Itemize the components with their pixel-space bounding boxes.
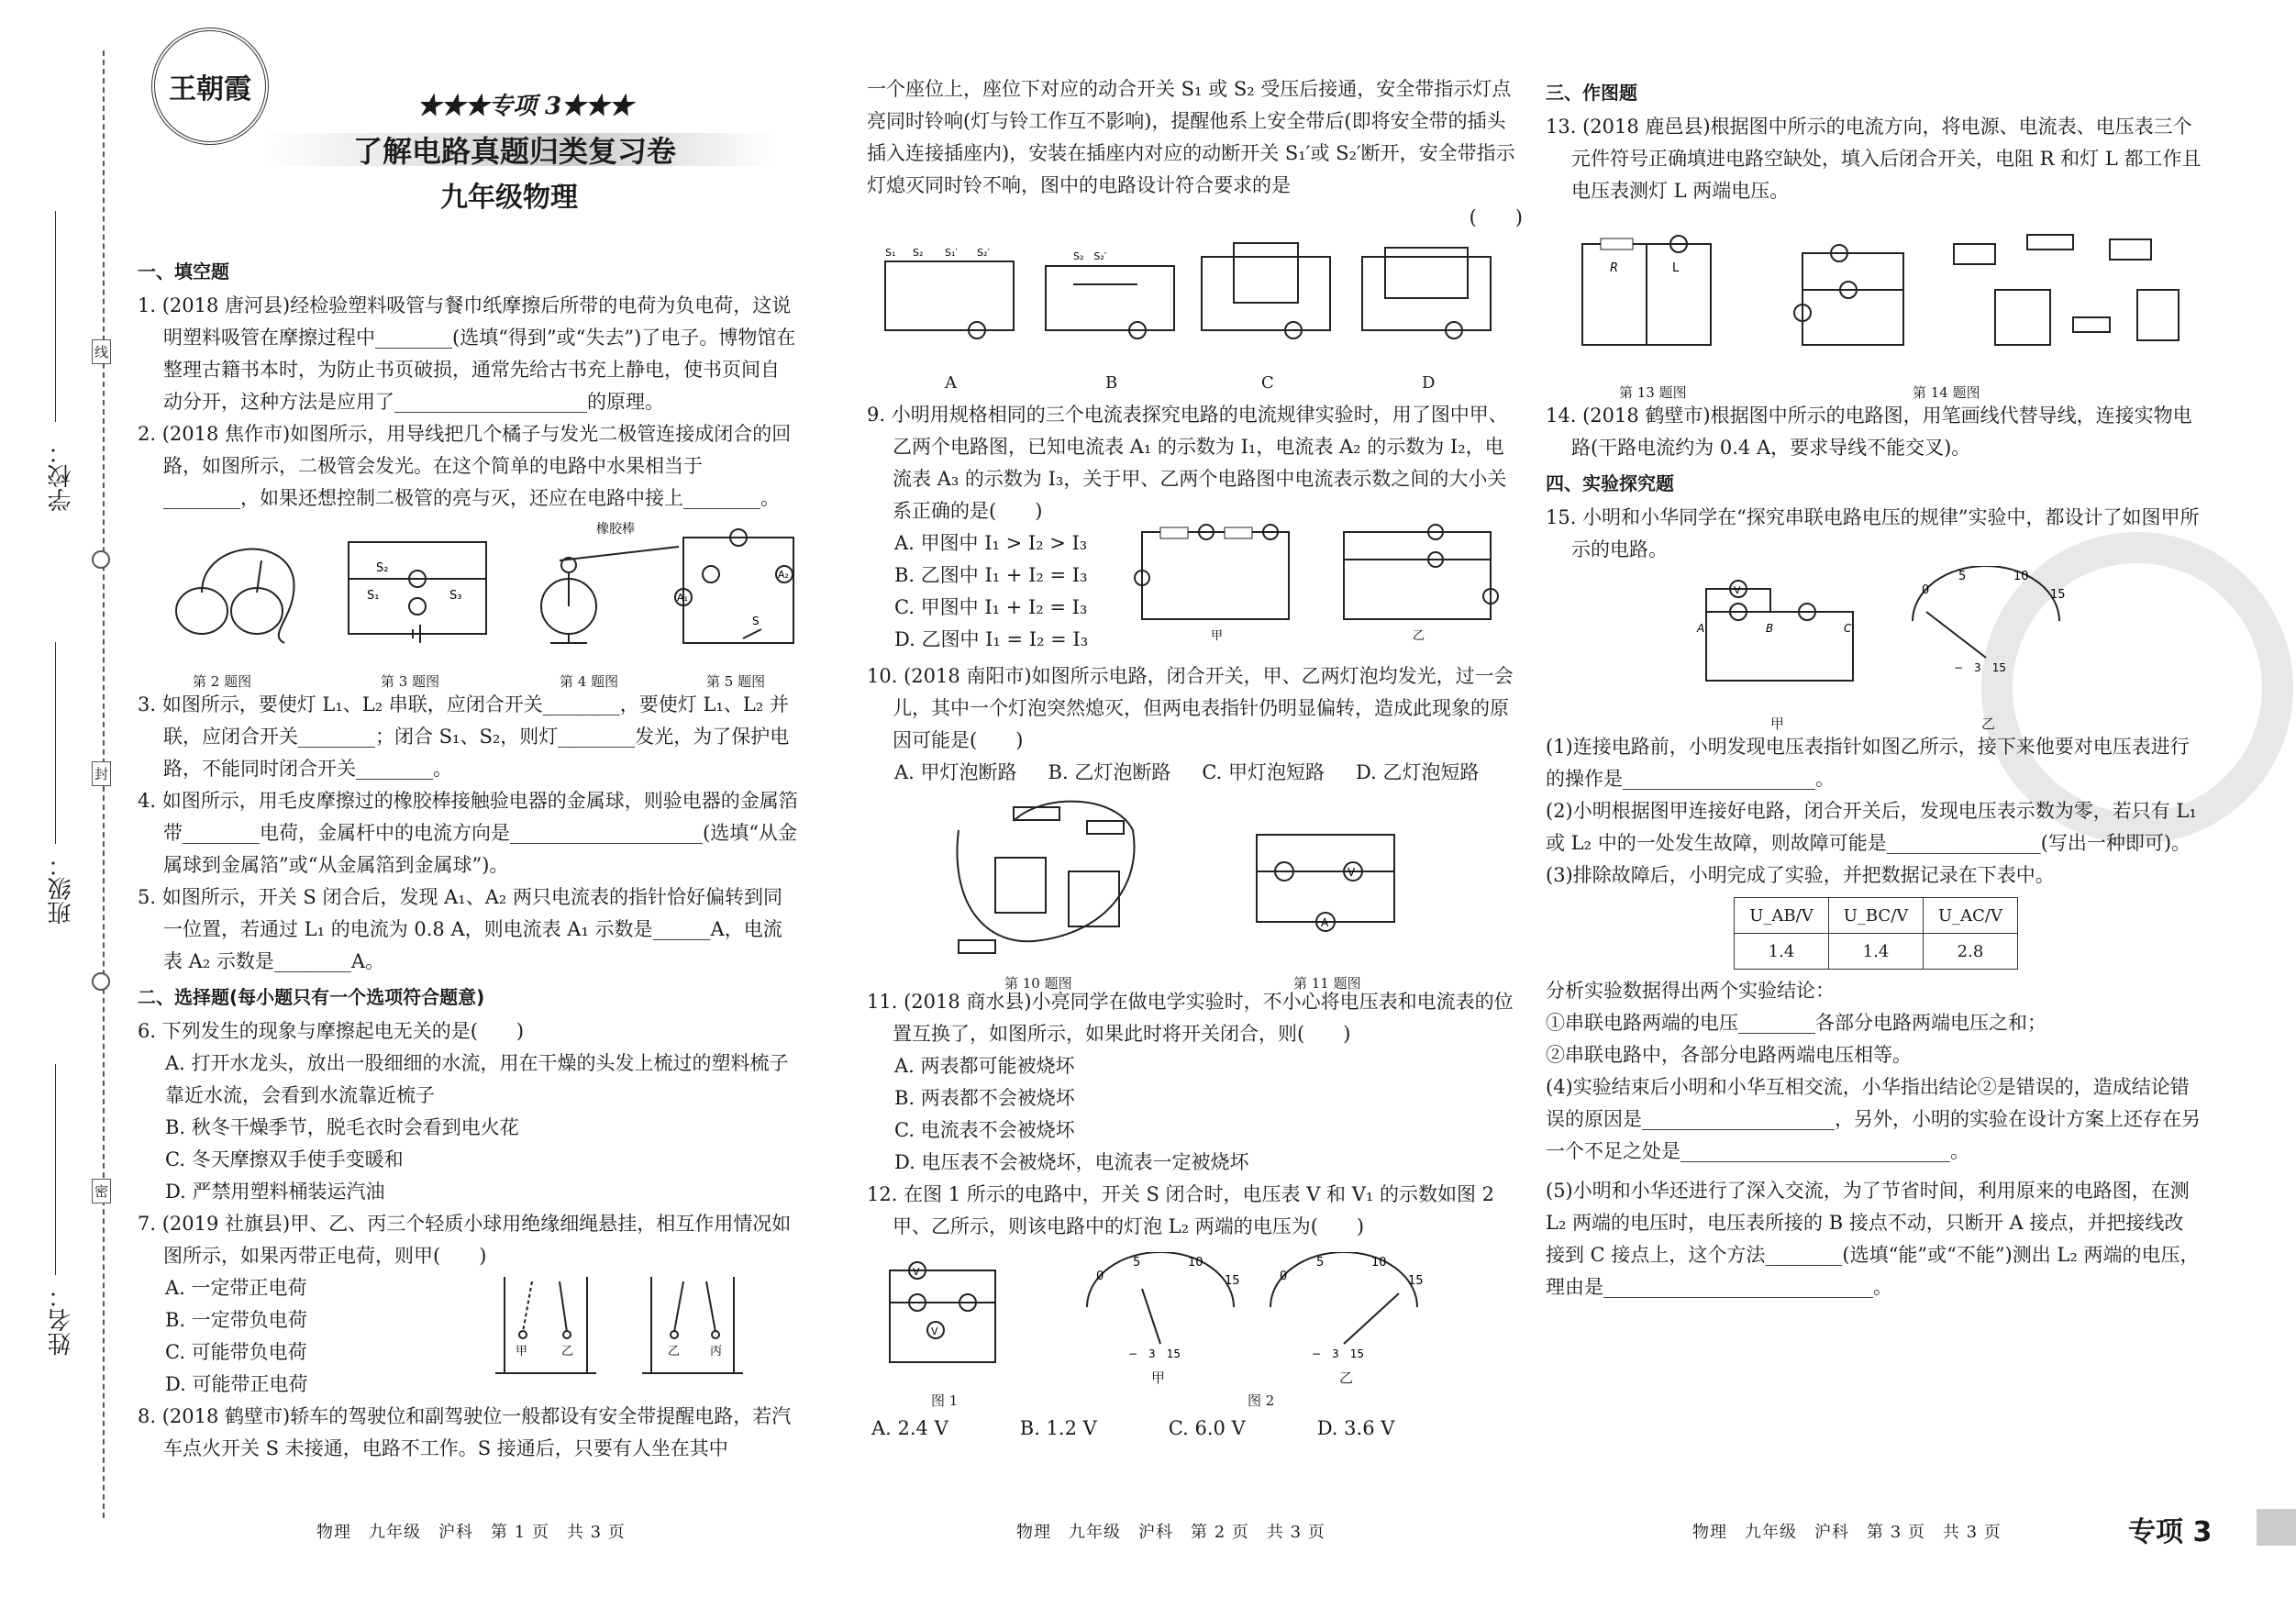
q6-option-b: B. 秋冬干燥季节，脱毛衣时会看到电火花 bbox=[165, 1116, 519, 1138]
footer-page-2: 物理 九年级 沪科 第 2 页 共 3 页 bbox=[1016, 1523, 1325, 1542]
q11-option-c: C. 电流表不会被烧坏 bbox=[894, 1119, 1075, 1141]
svg-text:V: V bbox=[913, 1266, 920, 1278]
svg-text:A: A bbox=[1321, 916, 1329, 929]
q7-option-c: C. 可能带负电荷 bbox=[165, 1341, 307, 1363]
q6-option-a: A. 打开水龙头，放出一股细细的水流，用在干燥的头发上梳过的塑料梳子靠近水流，会看到水流靠近梳子 bbox=[165, 1052, 789, 1106]
svg-text:S₁: S₁ bbox=[885, 247, 896, 259]
section-fill-blank: 一、填空题 bbox=[138, 261, 229, 283]
corner-special-label: 专项 3 bbox=[2128, 1516, 2213, 1548]
fig10-caption: 第 10 题图 bbox=[1004, 975, 1072, 992]
question-6: 6. 下列发生的现象与摩擦起电无关的是( ) bbox=[138, 1020, 525, 1042]
fig14-caption: 第 14 题图 bbox=[1913, 384, 1980, 401]
q8-answer-bracket: ( ) bbox=[1469, 206, 1523, 228]
question-2: 2. (2018 焦作市)如图所示，用导线把几个橘子与发光二极管连接成闭合的回路，如图所示，二极管会发光。在这个简单的电路中水果相当于________，如果还想控制二极管的亮与灭，还应在电路中接上________。 bbox=[138, 423, 792, 509]
svg-text:S₂: S₂ bbox=[913, 247, 924, 259]
q10-option-a: A. 甲灯泡断路 bbox=[894, 761, 1017, 783]
fig-12-meter-jia bbox=[1078, 1252, 1243, 1362]
question-12: 12. 在图 1 所示的电路中，开关 S 闭合时，电压表 V 和 V₁ 的示数如图 2 甲、乙所示，则该电路中的灯泡 L₂ 两端的电压为( ) bbox=[867, 1183, 1495, 1237]
fig-7-hanging-balls bbox=[486, 1263, 752, 1392]
fig12-caption-2: 图 2 bbox=[1248, 1392, 1275, 1409]
q10-option-d: D. 乙灯泡短路 bbox=[1356, 761, 1480, 783]
corner-bar bbox=[2257, 1509, 2296, 1546]
svg-text:− 3 15: − 3 15 bbox=[1312, 1347, 1364, 1360]
section-drawing: 三、作图题 bbox=[1546, 82, 1637, 104]
fig12-caption-1: 图 1 bbox=[931, 1392, 959, 1409]
svg-text:10: 10 bbox=[1371, 1256, 1387, 1270]
svg-text:5: 5 bbox=[1316, 1256, 1325, 1270]
q9-block bbox=[867, 527, 1523, 660]
fig-8b-circuit bbox=[1037, 243, 1183, 344]
table-cell: 1.4 bbox=[1735, 934, 1829, 970]
fig-8a-circuit bbox=[876, 243, 1023, 344]
q15-part-5: (5)小明和小华还进行了深入交流，为了节省时间，利用原来的电路图，在测 L₂ 两端的电压时，电压表所接的 B 接点不动，只断开 A 接点，并把接线改接到 C 接点上，这个方法________(选填“能”或“不能”)测出 L₂ 两端的电压，理由是____________________________。 bbox=[1546, 1180, 2200, 1298]
q8-label-a: A bbox=[945, 373, 957, 393]
svg-text:A: A bbox=[1697, 622, 1705, 635]
fig-8c-circuit bbox=[1192, 229, 1339, 349]
fig-5-circuit bbox=[670, 524, 807, 661]
table-header: U_AB/V bbox=[1735, 898, 1829, 934]
q12-figures bbox=[867, 1243, 1523, 1413]
q7-block bbox=[138, 1272, 798, 1401]
svg-text:V: V bbox=[1734, 584, 1741, 596]
column-3 bbox=[1546, 73, 2202, 1303]
fig11-caption: 第 11 题图 bbox=[1293, 975, 1361, 992]
name-line bbox=[55, 1064, 56, 1275]
q12-option-b: B. 1.2 V bbox=[1019, 1417, 1097, 1439]
svg-text:10: 10 bbox=[2013, 570, 2029, 583]
seal-word-line: 线 bbox=[92, 339, 111, 364]
binding-dot-icon bbox=[92, 972, 110, 991]
svg-text:0: 0 bbox=[1922, 583, 1930, 597]
fig-14-real-parts bbox=[1945, 216, 2192, 363]
school-line bbox=[55, 211, 56, 422]
section-choice: 二、选择题(每小题只有一个选项符合题意) bbox=[138, 986, 485, 1008]
q6-option-c: C. 冬天摩擦双手使手变暖和 bbox=[165, 1148, 404, 1170]
svg-text:S₁: S₁ bbox=[367, 589, 380, 603]
fig-4-electroscope bbox=[523, 515, 688, 652]
paper-title: 了解电路真题归类复习卷 bbox=[353, 134, 677, 169]
fig4-rod-label: 橡胶棒 bbox=[596, 522, 635, 537]
binding-dot-icon bbox=[92, 550, 110, 569]
q11-option-b: B. 两表都不会被烧坏 bbox=[894, 1087, 1075, 1109]
q15-part-4: (4)实验结束后小明和小华互相交流，小华指出结论②是错误的，造成结论错误的原因是____________________，另外，小明的实验在设计方案上还存在另一个不足之处是____________________________。 bbox=[1546, 1076, 2201, 1162]
svg-text:0: 0 bbox=[1096, 1270, 1104, 1283]
svg-text:B: B bbox=[1766, 622, 1774, 635]
question-15: 15. 小明和小华同学在“探究串联电路电压的规律”实验中，都设计了如图甲所示的电路。 bbox=[1546, 506, 2200, 560]
question-13: 13. (2018 鹿邑县)根据图中所示的电流方向，将电源、电流表、电压表三个元件符号正确填进电路空缺处，填入后闭合开关，电阻 R 和灯 L 都工作且电压表测灯 L 两端电压。 bbox=[1546, 116, 2202, 202]
figures-10-11 bbox=[867, 789, 1523, 992]
footer-page-3: 物理 九年级 沪科 第 3 页 共 3 页 bbox=[1692, 1523, 2002, 1542]
seal-word-seal: 封 bbox=[92, 761, 111, 786]
fig-12-meter-yi bbox=[1261, 1252, 1426, 1362]
footer-page-1: 物理 九年级 沪科 第 1 页 共 3 页 bbox=[316, 1523, 626, 1542]
svg-text:V: V bbox=[1348, 866, 1356, 879]
question-10: 10. (2018 南阳市)如图所示电路，闭合开关，甲、乙两灯泡均发光，过一会儿，其中一个灯泡突然熄灭，但两电表指针仍明显偏转，造成此现象的原因可能是( ) bbox=[867, 665, 1514, 751]
q12-option-c: C. 6.0 V bbox=[1168, 1417, 1246, 1439]
q15-part-3: (3)排除故障后，小明完成了实验，并把数据记录在下表中。 bbox=[1546, 864, 2055, 886]
q7-option-b: B. 一定带负电荷 bbox=[165, 1309, 307, 1331]
fig5-caption: 第 5 题图 bbox=[706, 673, 766, 690]
svg-text:S: S bbox=[752, 615, 760, 627]
svg-text:0: 0 bbox=[1280, 1270, 1288, 1283]
ball-label: 甲 bbox=[516, 1345, 528, 1359]
svg-text:5: 5 bbox=[1133, 1256, 1141, 1270]
q9-option-c: C. 甲图中 I₁ + I₂ = I₃ bbox=[894, 596, 1088, 618]
svg-text:A₁: A₁ bbox=[677, 592, 688, 604]
figures-13-14 bbox=[1546, 207, 2202, 400]
fig15-label-jia: 甲 bbox=[1770, 715, 1785, 732]
q10-option-b: B. 乙灯泡断路 bbox=[1048, 761, 1171, 783]
special-label: ★★★专项 3★★★ bbox=[417, 93, 634, 120]
svg-text:15: 15 bbox=[1408, 1274, 1424, 1288]
fig-12-circuit bbox=[881, 1252, 1009, 1381]
fig13-caption: 第 13 题图 bbox=[1619, 384, 1687, 401]
fig-10-real-circuit bbox=[931, 793, 1170, 968]
fig12-label-jia: 甲 bbox=[1151, 1370, 1166, 1386]
q9-option-a: A. 甲图中 I₁ > I₂ > I₃ bbox=[894, 532, 1088, 554]
svg-text:A₂: A₂ bbox=[778, 569, 789, 581]
table-header: U_AC/V bbox=[1924, 898, 2018, 934]
ball-label: 丙 bbox=[710, 1345, 723, 1359]
q6-option-d: D. 严禁用塑料桶装运汽油 bbox=[165, 1181, 385, 1203]
logo-text: 王朝霞 bbox=[169, 73, 251, 105]
svg-text:15: 15 bbox=[1225, 1274, 1240, 1288]
svg-text:5: 5 bbox=[1958, 570, 1967, 583]
fig-2-fruit-battery bbox=[156, 524, 312, 661]
q8-label-c: C bbox=[1261, 373, 1274, 393]
q7-option-d: D. 可能带正电荷 bbox=[165, 1373, 308, 1395]
fig-11-circuit bbox=[1243, 821, 1408, 940]
q9-option-d: D. 乙图中 I₁ = I₂ = I₃ bbox=[894, 628, 1089, 650]
q11-option-d: D. 电压表不会被烧坏，电流表一定被烧坏 bbox=[894, 1151, 1249, 1173]
svg-text:S₂′: S₂′ bbox=[977, 247, 990, 259]
q9-option-b: B. 乙图中 I₁ + I₂ = I₃ bbox=[894, 564, 1088, 586]
svg-text:S₃: S₃ bbox=[449, 589, 462, 603]
svg-text:− 3 15: − 3 15 bbox=[1128, 1347, 1181, 1360]
q15-part-1: (1)连接电路前，小明发现电压表指针如图乙所示，接下来他要对电压表进行的操作是____________________。 bbox=[1546, 736, 2190, 790]
ball-label: 乙 bbox=[561, 1345, 574, 1359]
conclusion-2: ②串联电路中，各部分电路两端电压相等。 bbox=[1546, 1044, 1912, 1066]
q7-option-a: A. 一定带正电荷 bbox=[165, 1277, 307, 1299]
svg-text:V: V bbox=[931, 1325, 938, 1337]
q12-option-a: A. 2.4 V bbox=[871, 1417, 948, 1439]
question-9: 9. 小明用规格相同的三个电流表探究电路的电流规律实验时，用了图中甲、乙两个电路图，已知电流表 A₁ 的示数为 I₁，电流表 A₂ 的示数为 I₂，电流表 A₃ 的示数为 I₃，关于甲、乙两个电路图中电流表示数之间的大小关系正确的是( ) bbox=[867, 404, 1508, 522]
fig-3-circuit bbox=[339, 533, 495, 652]
ball-label: 乙 bbox=[668, 1345, 681, 1359]
table-header: U_BC/V bbox=[1829, 898, 1924, 934]
svg-text:15: 15 bbox=[2050, 588, 2066, 602]
question-4: 4. 如图所示，用毛皮摩擦过的橡胶棒接触验电器的金属球，则验电器的金属箔带________电荷，金属杆中的电流方向是____________________(选填“从金属球到金属箔”或“从金属箔到金属球”)。 bbox=[138, 790, 798, 876]
fig15-label-yi: 乙 bbox=[1981, 715, 1996, 732]
question-7: 7. (2019 社旗县)甲、乙、丙三个轻质小球用绝缘细绳悬挂，相互作用情况如图所示，如果丙带正电荷，则甲( ) bbox=[138, 1213, 792, 1267]
column-1 bbox=[138, 252, 798, 1465]
q10-options bbox=[867, 757, 1523, 789]
question-8-continued: 一个座位上，座位下对应的动合开关 S₁ 或 S₂ 受压后接通，安全带指示灯点亮同时铃响(灯与铃工作互不影响)，提醒他系上安全带后(即将安全带的插头插入连接插座内)，安装在插座内对应的动断开关 S₁′或 S₂′断开，安全带指示灯熄灭同时铃不响，图中的电路设计符合要求的是 bbox=[867, 78, 1515, 196]
figures-row-2-5 bbox=[138, 515, 798, 689]
svg-text:S₂: S₂ bbox=[376, 561, 389, 575]
fig4-caption: 第 4 题图 bbox=[560, 673, 619, 690]
conclusion-intro: 分析实验数据得出两个实验结论： bbox=[1546, 980, 1835, 1002]
section-experiment: 四、实验探究题 bbox=[1546, 472, 1674, 494]
fig-9-circuits bbox=[1124, 509, 1509, 647]
class-line bbox=[55, 642, 56, 844]
svg-text:S₁′: S₁′ bbox=[945, 247, 958, 259]
svg-text:− 3 15: − 3 15 bbox=[1954, 661, 2006, 674]
svg-text:10: 10 bbox=[1188, 1256, 1203, 1270]
q8-options-figures bbox=[867, 234, 1523, 399]
fig2-caption: 第 2 题图 bbox=[193, 673, 252, 690]
fig-8d-circuit bbox=[1353, 229, 1500, 349]
conclusion-1: ①串联电路两端的电压________各部分电路两端电压之和； bbox=[1546, 1012, 2046, 1034]
svg-text:S₂ S₂′: S₂ S₂′ bbox=[1073, 250, 1107, 262]
q15-figures bbox=[1546, 566, 2202, 731]
svg-text:R: R bbox=[1610, 261, 1619, 275]
q8-label-b: B bbox=[1105, 373, 1118, 393]
question-1: 1. (2018 唐河县)经检验塑料吸管与餐巾纸摩擦后所带的电荷为负电荷，这说明塑料吸管在摩擦过程中________(选填“得到”或“失去”)了电子。博物馆在整理古籍书本时，为防止书页破损，通常先给古书充上静电，使书页间自动分开，这种方法是应用了____________________的原理。 bbox=[138, 294, 796, 413]
q11-option-a: A. 两表都可能被烧坏 bbox=[894, 1055, 1075, 1077]
question-5: 5. 如图所示，开关 S 闭合后，发现 A₁、A₂ 两只电流表的指针恰好偏转到同一位置，若通过 L₁ 的电流为 0.8 A，则电流表 A₁ 示数是______A，电流表 A₂ 示数是________A。 bbox=[138, 886, 782, 972]
q15-part-2: (2)小明根据图甲连接好电路，闭合开关后，发现电压表示数为零，若只有 L₁ 或 L₂ 中的一处发生故障，则故障可能是________________(写出一种即可)。 bbox=[1546, 800, 2197, 854]
column-2 bbox=[867, 73, 1523, 1445]
question-8: 8. (2018 鹤壁市)轿车的驾驶位和副驾驶位一般都设有安全带提醒电路，若汽车点火开关 S 未接通，电路不工作。S 接通后，只要有人坐在其中 bbox=[138, 1405, 792, 1459]
question-3: 3. 如图所示，要使灯 L₁、L₂ 串联，应闭合开关________，要使灯 L₁、L₂ 并联，应闭合开关________；闭合 S₁、S₂，则灯________发光，为了保护电路，不能同时闭合开关________。 bbox=[138, 693, 790, 780]
logo-seal bbox=[151, 28, 269, 145]
q12-option-d: D. 3.6 V bbox=[1316, 1417, 1395, 1439]
question-11: 11. (2018 商水县)小亮同学在做电学实验时，不小心将电压表和电流表的位置互换了，如图所示，如果此时将开关闭合，则( ) bbox=[867, 991, 1514, 1045]
table-cell: 2.8 bbox=[1924, 934, 2018, 970]
fig9-label-yi: 乙 bbox=[1413, 629, 1425, 643]
school-label: 学校： bbox=[48, 440, 75, 512]
q8-label-d: D bbox=[1422, 373, 1436, 393]
class-label: 班级： bbox=[48, 853, 75, 925]
question-14: 14. (2018 鹤壁市)根据图中所示的电路图，用笔画线代替导线，连接实物电路(干路电流约为 0.4 A，要求导线不能交叉)。 bbox=[1546, 405, 2192, 459]
fig-15-circuit-jia bbox=[1692, 575, 1867, 704]
paper-subtitle: 九年级物理 bbox=[440, 182, 578, 214]
fig9-label-jia: 甲 bbox=[1211, 629, 1224, 643]
voltage-data-table bbox=[1734, 897, 2018, 970]
svg-text:L: L bbox=[1672, 261, 1680, 275]
fig-13-circuit bbox=[1573, 230, 1720, 359]
name-label: 姓名： bbox=[48, 1284, 75, 1356]
fig3-caption: 第 3 题图 bbox=[381, 673, 440, 690]
table-cell: 1.4 bbox=[1829, 934, 1924, 970]
fig-15-meter-yi bbox=[1899, 566, 2073, 676]
fig-14-circuit bbox=[1789, 239, 1917, 359]
seal-word-secret: 密 bbox=[92, 1179, 111, 1203]
q12-options bbox=[867, 1413, 1523, 1445]
fig12-label-yi: 乙 bbox=[1339, 1370, 1354, 1386]
q10-option-c: C. 甲灯泡短路 bbox=[1202, 761, 1325, 783]
svg-text:C: C bbox=[1844, 622, 1852, 635]
